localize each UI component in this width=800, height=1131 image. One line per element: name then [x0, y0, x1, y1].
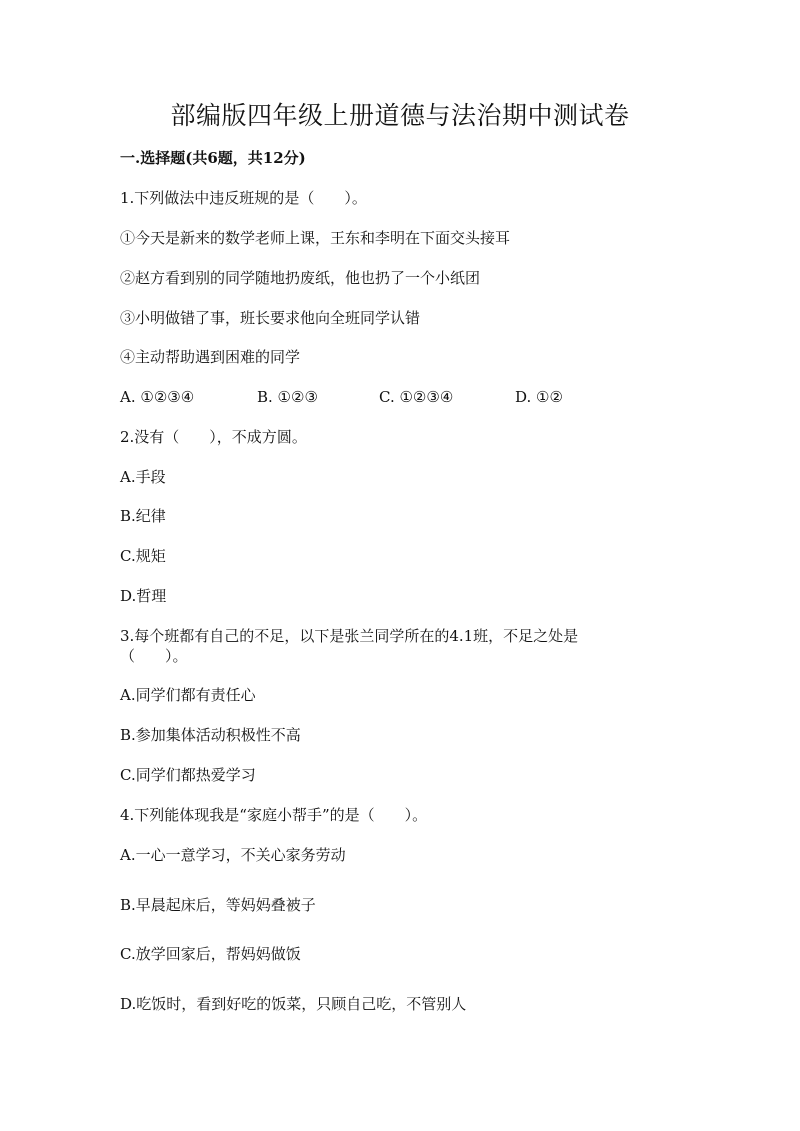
- question-1-stem: 1.下列做法中违反班规的是（ ）。: [120, 189, 367, 207]
- question-4-stem: 4.下列能体现我是“家庭小帮手”的是（ ）。: [120, 806, 428, 824]
- question-1-item: ④主动帮助遇到困难的同学: [120, 348, 301, 366]
- question-2-option-d: D.哲理: [120, 587, 167, 605]
- question-2-stem: 2.没有（ ），不成方圆。: [120, 428, 307, 446]
- question-4-option-d: D.吃饭时，看到好吃的饭菜，只顾自己吃，不管别人: [120, 995, 467, 1013]
- question-1-option-a: A. ①②③④: [120, 388, 195, 406]
- question-3-option-a: A.同学们都有责任心: [120, 686, 256, 704]
- page-title: 部编版四年级上册道德与法治期中测试卷: [170, 101, 630, 130]
- question-3-stem: 3.每个班都有自己的不足，以下是张兰同学所在的4.1班，不足之处是: [120, 627, 579, 645]
- question-1-item: ②赵方看到别的同学随地扔废纸，他也扔了一个小纸团: [120, 269, 481, 287]
- question-1-option-c: C. ①②③④: [379, 388, 454, 406]
- question-2-option-b: B.纪律: [120, 507, 166, 525]
- question-1-item: ①今天是新来的数学老师上课，王东和李明在下面交头接耳: [120, 229, 511, 247]
- question-2-option-a: A.手段: [120, 468, 166, 486]
- question-3-option-b: B.参加集体活动积极性不高: [120, 726, 301, 744]
- question-4-option-b: B.早晨起床后，等妈妈叠被子: [120, 896, 316, 914]
- question-2-option-c: C.规矩: [120, 547, 166, 565]
- section-heading: 一.选择题(共6题，共12分): [120, 149, 306, 167]
- question-1-option-b: B. ①②③: [257, 388, 318, 406]
- question-4-option-c: C.放学回家后，帮妈妈做饭: [120, 945, 301, 963]
- question-1-option-d: D. ①②: [515, 388, 563, 406]
- question-3-stem-continued: （ ）。: [120, 647, 188, 665]
- question-1-item: ③小明做错了事，班长要求他向全班同学认错: [120, 309, 421, 327]
- question-3-option-c: C.同学们都热爱学习: [120, 766, 256, 784]
- question-4-option-a: A.一心一意学习，不关心家务劳动: [120, 846, 346, 864]
